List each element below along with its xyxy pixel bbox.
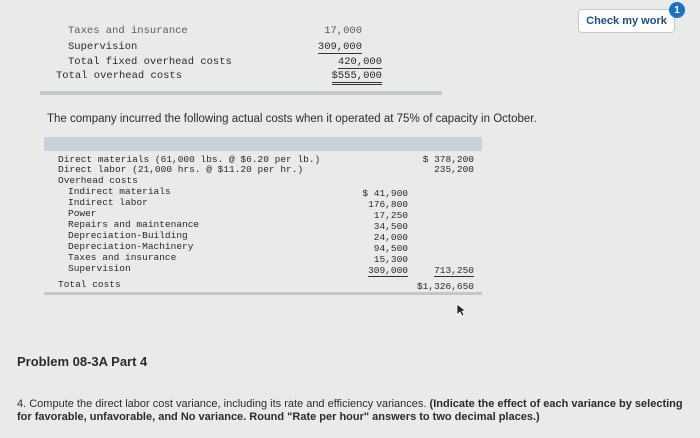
overhead-item-value: 94,500 bbox=[373, 243, 408, 254]
overhead-item-value: $ 41,900 bbox=[362, 188, 408, 199]
total-fixed-value: 420,000 bbox=[337, 56, 382, 68]
overhead-item-value: 15,300 bbox=[373, 254, 408, 265]
mouse-cursor-icon bbox=[456, 303, 466, 317]
overhead-item-label: Depreciation-Machinery bbox=[68, 241, 194, 252]
direct-labor-value: 235,200 bbox=[434, 164, 474, 175]
fixed-row-cut bbox=[40, 25, 440, 39]
fixed-row-supervision bbox=[40, 41, 440, 55]
notification-badge: 1 bbox=[669, 2, 685, 18]
fixed-cut-label: Taxes and insurance bbox=[68, 25, 188, 37]
total-costs-value: $1,326,650 bbox=[417, 281, 474, 295]
check-my-work-button[interactable]: Check my work bbox=[578, 9, 675, 33]
problem-title: Problem 08-3A Part 4 bbox=[17, 354, 148, 369]
direct-materials-label: Direct materials (61,000 lbs. @ $6.20 per lb.) bbox=[58, 154, 321, 165]
overhead-item-label: Supervision bbox=[68, 263, 131, 274]
overhead-total-value: 713,250 bbox=[434, 265, 474, 276]
intro-text: The company incurred the following actual costs when it operated at 75% of capacity in October. bbox=[47, 113, 537, 125]
overhead-item-label: Taxes and insurance bbox=[68, 252, 177, 263]
overhead-heading: Overhead costs bbox=[58, 175, 138, 186]
instruction-text bbox=[17, 398, 687, 424]
table-bottom-rule bbox=[44, 292, 482, 295]
overhead-item-value: 34,500 bbox=[373, 221, 408, 232]
overhead-item-label: Depreciation-Building bbox=[68, 230, 188, 241]
fixed-cut-value: 17,000 bbox=[324, 25, 362, 37]
overhead-item-value: 176,800 bbox=[368, 199, 408, 210]
overhead-item-label: Repairs and maintenance bbox=[68, 219, 200, 230]
actual-costs-table bbox=[44, 137, 482, 295]
overhead-item-label: Power bbox=[68, 208, 97, 219]
section-divider-top bbox=[40, 91, 442, 95]
overhead-item-value: 17,250 bbox=[373, 210, 408, 221]
fixed-row-total-fixed bbox=[40, 56, 440, 70]
total-overhead-label: Total overhead costs bbox=[56, 70, 183, 82]
fixed-supervision-value: 309,000 bbox=[317, 41, 362, 53]
overhead-item-value: 24,000 bbox=[373, 232, 408, 243]
overhead-item-label: Indirect materials bbox=[68, 186, 171, 197]
total-overhead-value: $555,000 bbox=[332, 70, 382, 85]
fixed-overhead-block bbox=[40, 25, 440, 90]
fixed-row-total-overhead bbox=[40, 70, 440, 84]
instruction-bold: (Indicate the effect of each variance by selecting for favorable, unfavorable, and No variance. Round "Rate per hour" answers to two decimal places.) bbox=[17, 398, 683, 423]
overhead-item-value: 309,000 bbox=[368, 265, 408, 276]
total-fixed-label: Total fixed overhead costs bbox=[68, 56, 232, 68]
table-header-band bbox=[44, 137, 482, 151]
fixed-supervision-label: Supervision bbox=[68, 41, 138, 53]
direct-labor-label: Direct labor (21,000 hrs. @ $11.20 per hr.) bbox=[58, 164, 304, 175]
overhead-item-label: Indirect labor bbox=[68, 197, 148, 208]
instruction-main: 4. Compute the direct labor cost variance, including its rate and efficiency variances. bbox=[17, 398, 427, 410]
direct-materials-value: $ 378,200 bbox=[422, 154, 474, 165]
total-costs-label: Total costs bbox=[58, 279, 121, 290]
